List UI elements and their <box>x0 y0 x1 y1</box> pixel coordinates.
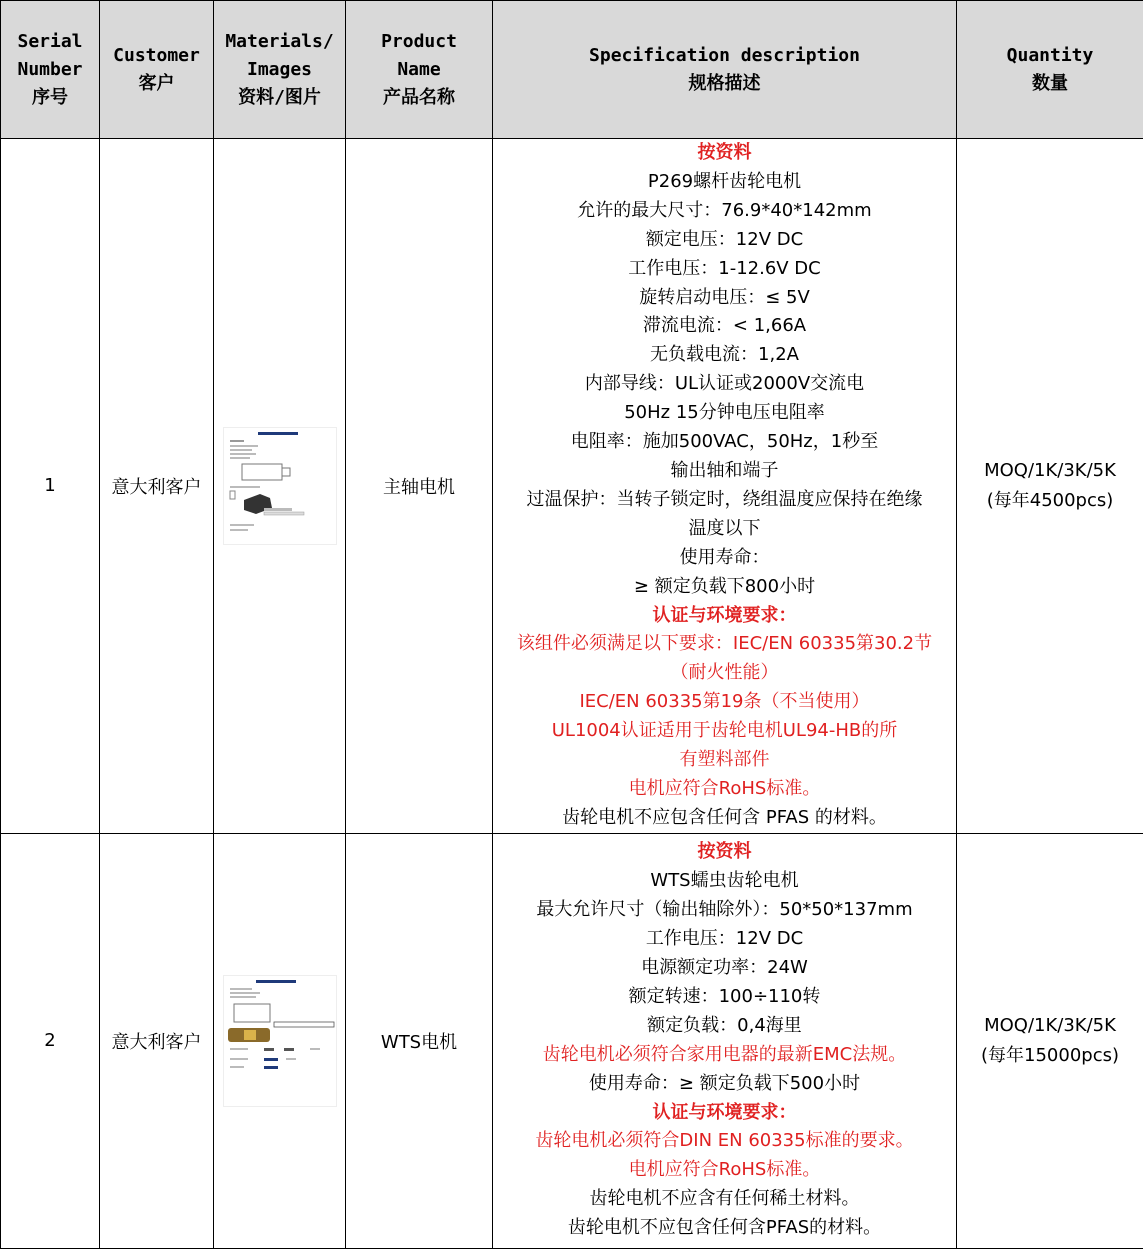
header-product: Product Name 产品名称 <box>346 1 493 139</box>
spec-line: 滞流电流：< 1,66A <box>493 312 956 341</box>
quantity-moq: MOQ/1K/3K/5K <box>957 456 1143 486</box>
spec-line: 输出轴和端子 <box>493 457 956 486</box>
table-row <box>1 833 1143 1248</box>
customer-cell: 意大利客户 <box>100 139 214 834</box>
header-spec: Specification description 规格描述 <box>493 1 957 139</box>
header-materials: Materials/ Images 资料/图片 <box>214 1 346 139</box>
spec-line: 额定转速：100÷110转 <box>493 983 956 1012</box>
spec-line: 该组件必须满足以下要求：IEC/EN 60335第30.2节 <box>493 630 956 659</box>
header-serial: Serial Number 序号 <box>1 1 100 139</box>
quantity-annual: (每年4500pcs) <box>957 486 1143 516</box>
spec-line: UL1004认证适用于齿轮电机UL94-HB的所 <box>493 717 956 746</box>
spec-line: IEC/EN 60335第19条（不当使用） <box>493 688 956 717</box>
spec-line: 旋转启动电压：≤ 5V <box>493 284 956 313</box>
spec-line: 按资料 <box>493 838 956 867</box>
spec-line: 电阻率：施加500VAC，50Hz，1秒至 <box>493 428 956 457</box>
document-thumbnail[interactable] <box>223 427 337 545</box>
header-customer: Customer 客户 <box>100 1 214 139</box>
quantity-moq: MOQ/1K/3K/5K <box>957 1011 1143 1041</box>
spec-line: 齿轮电机必须符合DIN EN 60335标准的要求。 <box>493 1127 956 1156</box>
spec-line: 使用寿命： <box>493 544 956 573</box>
image-cell <box>214 833 346 1248</box>
quantity-cell <box>957 139 1143 834</box>
serial-cell: 2 <box>1 833 100 1248</box>
spec-line: 内部导线：UL认证或2000V交流电 <box>493 370 956 399</box>
header-row <box>1 1 1143 139</box>
spec-cell <box>493 833 957 1248</box>
table-row <box>1 139 1143 834</box>
product-cell: 主轴电机 <box>346 139 493 834</box>
spec-cell <box>493 139 957 834</box>
spec-line: 齿轮电机不应包含任何含 PFAS 的材料。 <box>493 804 956 833</box>
product-cell: WTS电机 <box>346 833 493 1248</box>
spec-line: 认证与环境要求： <box>493 1099 956 1128</box>
spec-line: P269螺杆齿轮电机 <box>493 168 956 197</box>
spec-line: （耐火性能） <box>493 659 956 688</box>
serial-cell: 1 <box>1 139 100 834</box>
quantity-annual: (每年15000pcs) <box>957 1041 1143 1071</box>
spec-line: ≥ 额定负载下800小时 <box>493 573 956 602</box>
spec-line: 电源额定功率：24W <box>493 954 956 983</box>
spec-line: 使用寿命：≥ 额定负载下500小时 <box>493 1070 956 1099</box>
spec-line: 电机应符合RoHS标准。 <box>493 1156 956 1185</box>
spec-line: 额定负载：0,4海里 <box>493 1012 956 1041</box>
spec-line: 额定电压：12V DC <box>493 226 956 255</box>
spec-line: 最大允许尺寸（输出轴除外）：50*50*137mm <box>493 896 956 925</box>
spec-line: 按资料 <box>493 139 956 168</box>
spec-line: 允许的最大尺寸：76.9*40*142mm <box>493 197 956 226</box>
spec-line: 齿轮电机不应含有任何稀土材料。 <box>493 1185 956 1214</box>
spec-line: WTS蠕虫齿轮电机 <box>493 867 956 896</box>
spec-line: 50Hz 15分钟电压电阻率 <box>493 399 956 428</box>
spec-line: 无负载电流：1,2A <box>493 341 956 370</box>
image-cell <box>214 139 346 834</box>
document-thumbnail[interactable] <box>223 975 337 1107</box>
header-quantity: Quantity 数量 <box>957 1 1143 139</box>
spec-line: 认证与环境要求： <box>493 602 956 631</box>
spec-line: 电机应符合RoHS标准。 <box>493 775 956 804</box>
spec-line: 温度以下 <box>493 515 956 544</box>
spec-line: 齿轮电机必须符合家用电器的最新EMC法规。 <box>493 1041 956 1070</box>
spec-line: 齿轮电机不应包含任何含PFAS的材料。 <box>493 1214 956 1243</box>
spec-line: 有塑料部件 <box>493 746 956 775</box>
spec-line: 过温保护：当转子锁定时，绕组温度应保持在绝缘 <box>493 486 956 515</box>
customer-cell: 意大利客户 <box>100 833 214 1248</box>
quantity-cell <box>957 833 1143 1248</box>
spec-line: 工作电压：1-12.6V DC <box>493 255 956 284</box>
spec-line: 工作电压：12V DC <box>493 925 956 954</box>
